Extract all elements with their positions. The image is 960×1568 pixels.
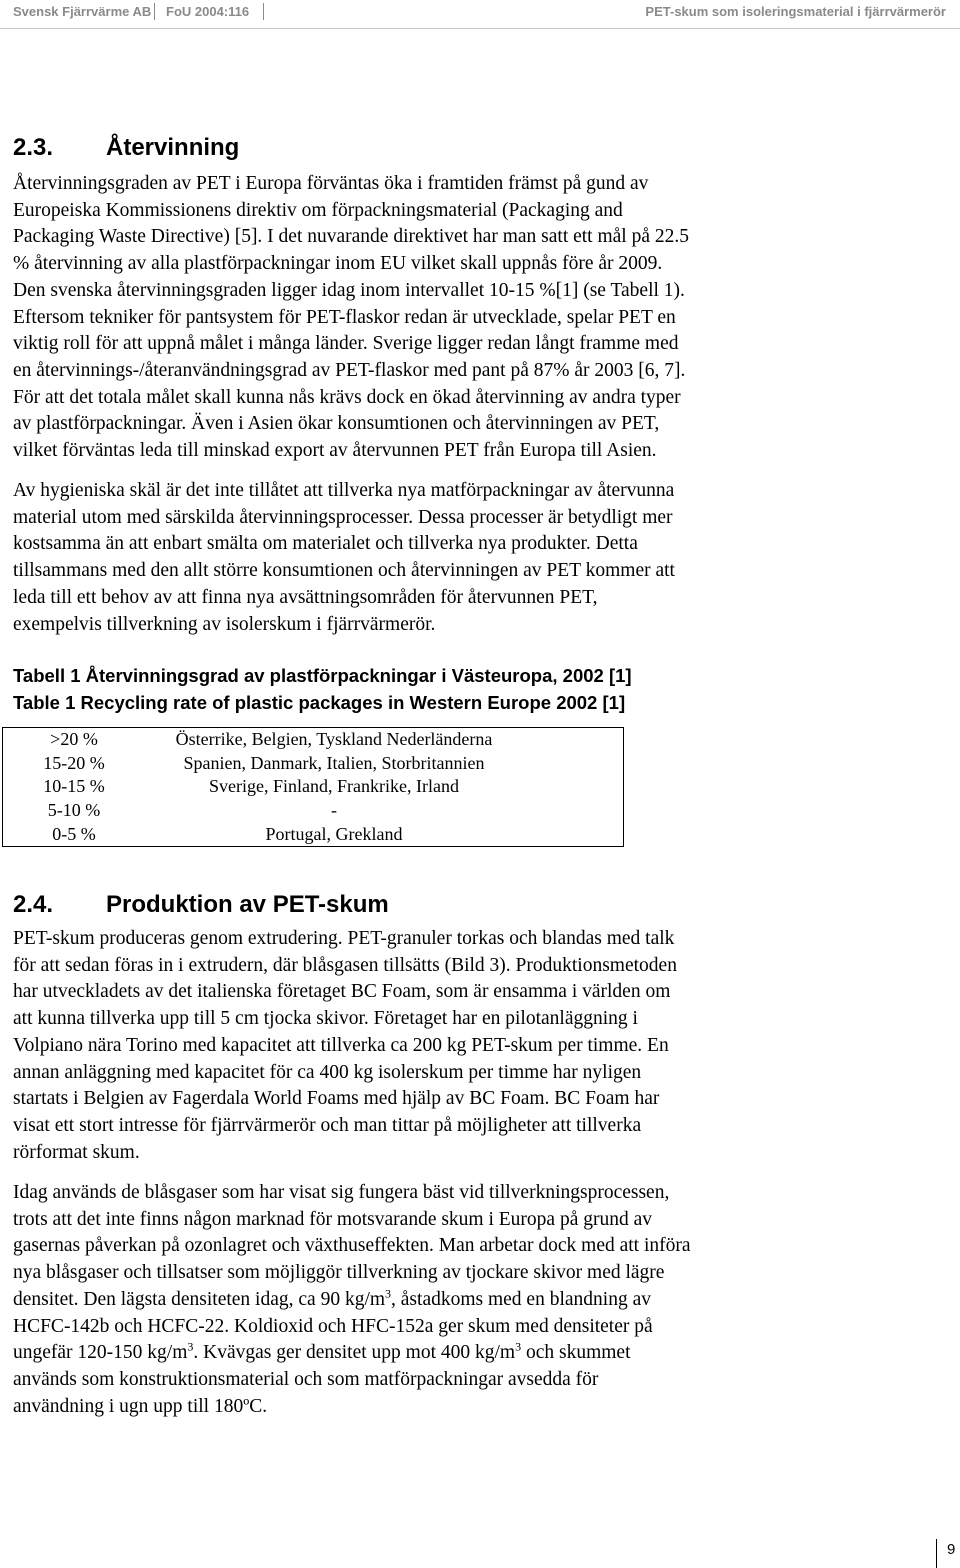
text-line: används som konstruktionsmaterial och som matförpackningar avsedda för <box>13 1368 599 1390</box>
countries-cell: Portugal, Grekland <box>265 823 403 844</box>
recycling-rate-table <box>2 727 624 847</box>
text-line: viktig roll för att uppnå målet i många länder. Sverige ligger redan långt framme med <box>13 333 679 355</box>
text-line: PET-skum produceras genom extrudering. PET-granuler torkas och blandas med talk <box>13 928 675 949</box>
paragraph <box>13 1180 813 1420</box>
rate-cell: >20 % <box>50 729 98 750</box>
text-line: Europeiska Kommissionens direktiv om förpackningsmaterial (Packaging and <box>13 199 623 221</box>
text-line: För att det totala målet skall kunna nås krävs dock en ökad återvinning av andra typer <box>13 386 681 408</box>
text-line: Av hygieniska skäl är det inte tillåtet att tillverka nya matförpackningar av återvunna <box>13 480 675 501</box>
text-segment: , åstadkoms med en blandning av <box>391 1288 651 1310</box>
page-number-divider <box>936 1539 937 1568</box>
rate-cell: 15-20 % <box>43 752 105 773</box>
page-number: 9 <box>947 1541 956 1558</box>
text-line: material utom med särskilda återvinningsprocesser. Dessa processer är betydligt mer <box>13 506 673 528</box>
text-segment: ungefär 120-150 kg/m <box>13 1342 188 1364</box>
header-divider <box>263 3 264 20</box>
table-caption-swedish: Tabell 1 Återvinningsgrad av plastförpackningar i Västeuropa, 2002 [1] <box>13 665 632 686</box>
text-segment: densitet. Den lägsta densiteten idag, ca 90 kg/m <box>13 1288 386 1310</box>
rate-cell: 10-15 % <box>43 776 105 797</box>
table-row <box>3 799 624 823</box>
text-line: gasernas påverkan på ozonlagret och växthuseffekten. Man arbetar dock med att införa <box>13 1235 691 1257</box>
header-org: Svensk Fjärrvärme AB <box>13 4 152 19</box>
section-number: 2.4. <box>13 891 54 918</box>
table-row <box>3 728 624 752</box>
text-line: Idag används de blåsgaser som har visat sig fungera bäst vid tillverkningsprocessen, <box>13 1182 670 1203</box>
section-number: 2.3. <box>13 134 54 161</box>
text-line: startats i Belgien av Fagerdala World Foams med hjälp av BC Foam. BC Foam har <box>13 1088 660 1110</box>
section-title: Produktion av PET-skum <box>106 891 389 918</box>
text-line: kostsamma än att enbart smälta om materialet och tillverka nya produkter. Detta <box>13 533 638 555</box>
table-row <box>3 775 624 799</box>
section-heading-2-4 <box>13 891 389 919</box>
section-title: Återvinning <box>106 134 240 161</box>
countries-cell: Sverige, Finland, Frankrike, Irland <box>209 776 459 797</box>
text-line: % återvinning av alla plastförpackningar inom EU vilket skall uppnås före år 2009. <box>13 253 663 275</box>
header-title: PET-skum som isoleringsmaterial i fjärrvärmerör <box>645 4 946 19</box>
text-line <box>13 1340 813 1367</box>
paragraph <box>13 171 813 465</box>
text-line: exempelvis tillverkning av isolerskum i fjärrvärmerör. <box>13 613 436 635</box>
rate-cell: 5-10 % <box>47 799 101 820</box>
text-line: leda till ett behov av att finna nya avsättningsområden för återvunnen PET, <box>13 586 598 608</box>
header-divider <box>154 3 155 20</box>
text-line: visat ett stort intresse för fjärrvärmerör och man tittar på möjligheter att tillverka <box>13 1114 642 1136</box>
header-rule <box>0 28 960 29</box>
header-report-number: FoU 2004:116 <box>166 4 250 19</box>
text-line: har utveckladets av det italienska företaget BC Foam, som är ensamma i världen om <box>13 981 671 1003</box>
text-line: användning i ugn upp till 180ºC. <box>13 1395 268 1417</box>
countries-cell: Spanien, Danmark, Italien, Storbritannien <box>183 752 485 773</box>
rate-cell: 0-5 % <box>52 823 96 844</box>
text-segment: . Kvävgas ger densitet upp mot 400 kg/m <box>193 1342 516 1364</box>
text-segment: och skummet <box>521 1342 631 1364</box>
section-heading-2-3 <box>13 134 239 162</box>
text-line: Den svenska återvinningsgraden ligger idag inom intervallet 10-15 %[1] (se Tabell 1). <box>13 279 685 301</box>
text-line: trots att det inte finns någon marknad för motsvarande skum i Europa på grund av <box>13 1208 653 1230</box>
paragraph <box>13 478 813 638</box>
text-line: att kunna tillverka upp till 5 cm tjocka skivor. Företaget har en pilotanläggning i <box>13 1008 638 1030</box>
text-line: nya blåsgaser och tillsatser som möjliggör tillverkning av tjockare skivor med lägre <box>13 1262 665 1284</box>
text-line: av plastförpackningar. Även i Asien ökar konsumtionen och återvinningen av PET, <box>13 413 660 435</box>
text-line: Återvinningsgraden av PET i Europa förväntas öka i framtiden främst på gund av <box>13 173 649 194</box>
paragraph <box>13 926 813 1166</box>
countries-cell: - <box>331 799 337 820</box>
superscript: 3 <box>187 1339 194 1354</box>
superscript: 3 <box>385 1286 392 1301</box>
running-header <box>0 0 960 26</box>
text-line: annan anläggning med kapacitet för ca 400 kg isolerskum per timme har nyligen <box>13 1061 642 1083</box>
text-line: tillsammans med den allt större konsumtionen och återvinningen av PET kommer att <box>13 560 675 582</box>
text-line: Packaging Waste Directive) [5]. I det nuvarande direktivet har man satt ett mål på 22.5 <box>13 226 689 248</box>
text-line: för att sedan föras in i extrudern, där blåsgasen tillsätts (Bild 3). Produktionsmetoden <box>13 954 677 976</box>
text-line: rörformat skum. <box>13 1141 140 1163</box>
table-caption-english: Table 1 Recycling rate of plastic packages in Western Europe 2002 [1] <box>13 692 626 713</box>
text-line: en återvinnings-/återanvändningsgrad av PET-flaskor med pant på 87% år 2003 [6, 7]. <box>13 359 686 381</box>
superscript: 3 <box>515 1339 522 1354</box>
text-line: Eftersom tekniker för pantsystem för PET-flaskor redan är utvecklade, spelar PET en <box>13 306 676 328</box>
table-row <box>3 752 624 776</box>
text-line <box>13 1287 813 1314</box>
text-line: Volpiano nära Torino med kapacitet att tillverka ca 200 kg PET-skum per timme. En <box>13 1034 669 1056</box>
table-row <box>3 822 624 846</box>
text-line: HCFC-142b och HCFC-22. Koldioxid och HFC-152a ger skum med densiteter på <box>13 1315 653 1337</box>
countries-cell: Österrike, Belgien, Tyskland Nederländerna <box>175 729 493 750</box>
text-line: vilket förväntas leda till minskad export av återvunnen PET från Europa till Asien. <box>13 440 657 462</box>
